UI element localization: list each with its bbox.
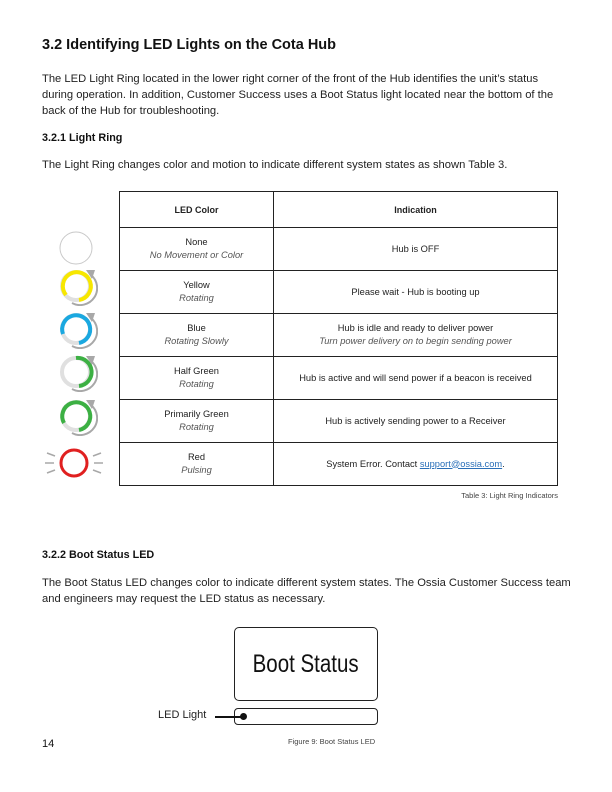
led-light-label: LED Light [158,709,207,721]
page-number: 14 [42,738,55,750]
boot-status-heading: 3.2.2 Boot Status LED [42,549,155,561]
boot-status-intro: The Boot Status LED changes color to indicate different system states. The Ossia Customer Success team and engineers may request the LED status as necessary. [42,577,571,605]
led-motion: Pulsing [181,465,212,475]
led-color: Yellow [183,280,210,290]
indication: Hub is OFF [391,243,440,254]
led-pointer-line [215,716,243,718]
table-caption: Table 3: Light Ring Indicators [461,491,558,500]
section-intro: The LED Light Ring located in the lower right corner of the front of the Hub identifies the unit’s status during operation. In addition, Customer Success uses a Boot Status light located near the bottom of the back of the Hub for troubleshooting. [42,73,554,117]
indication: Hub is active and will send power if a beacon is received [299,372,532,383]
ring-primarily-green-rotating-icon [58,396,98,436]
indication: System Error. Contact [326,458,420,469]
light-ring-table [119,191,558,486]
light-ring-heading: 3.2.1 Light Ring [42,132,123,144]
indication: Hub is idle and ready to deliver power [337,323,494,333]
table-header-row [120,192,558,228]
header-led-color: LED Color [120,192,274,228]
led-color: Red [187,452,206,462]
led-color: Primarily Green [164,409,229,419]
indication: Please wait - Hub is booting up [351,286,480,297]
light-ring-intro: The Light Ring changes color and motion to indicate different system states as shown Table 3. [42,159,508,171]
section-title: 3.2 Identifying LED Lights on the Cota Hub [42,37,337,53]
table-row [120,228,558,271]
table-row [120,443,558,486]
led-motion: Rotating Slowly [164,336,229,346]
table-row [120,314,558,357]
indication-note: Turn power delivery on to begin sending power [319,336,512,346]
indication: Hub is actively sending power to a Receiver [325,415,506,426]
table-row [120,357,558,400]
header-indication: Indication [274,192,558,228]
led-color: Blue [187,323,206,333]
indication-suffix: . [502,458,505,469]
figure-caption: Figure 9: Boot Status LED [288,737,376,746]
ring-red-pulsing-icon [42,443,106,483]
boot-status-label: Boot Status [253,649,359,678]
led-motion: Rotating [179,422,214,432]
ring-yellow-rotating-icon [58,266,98,306]
led-motion: Rotating [179,379,214,389]
table-row [120,400,558,443]
led-motion: No Movement or Color [149,250,244,260]
ring-blue-rotating-icon [58,309,98,349]
ring-half-green-rotating-icon [58,352,98,392]
led-color: None [185,237,208,247]
led-color: Half Green [174,366,219,376]
table-row [120,271,558,314]
support-email-link[interactable]: support@ossia.com [419,458,503,469]
ring-off-icon [58,228,98,268]
led-motion: Rotating [179,293,214,303]
boot-status-panel [234,627,378,701]
led-strip [234,708,378,725]
